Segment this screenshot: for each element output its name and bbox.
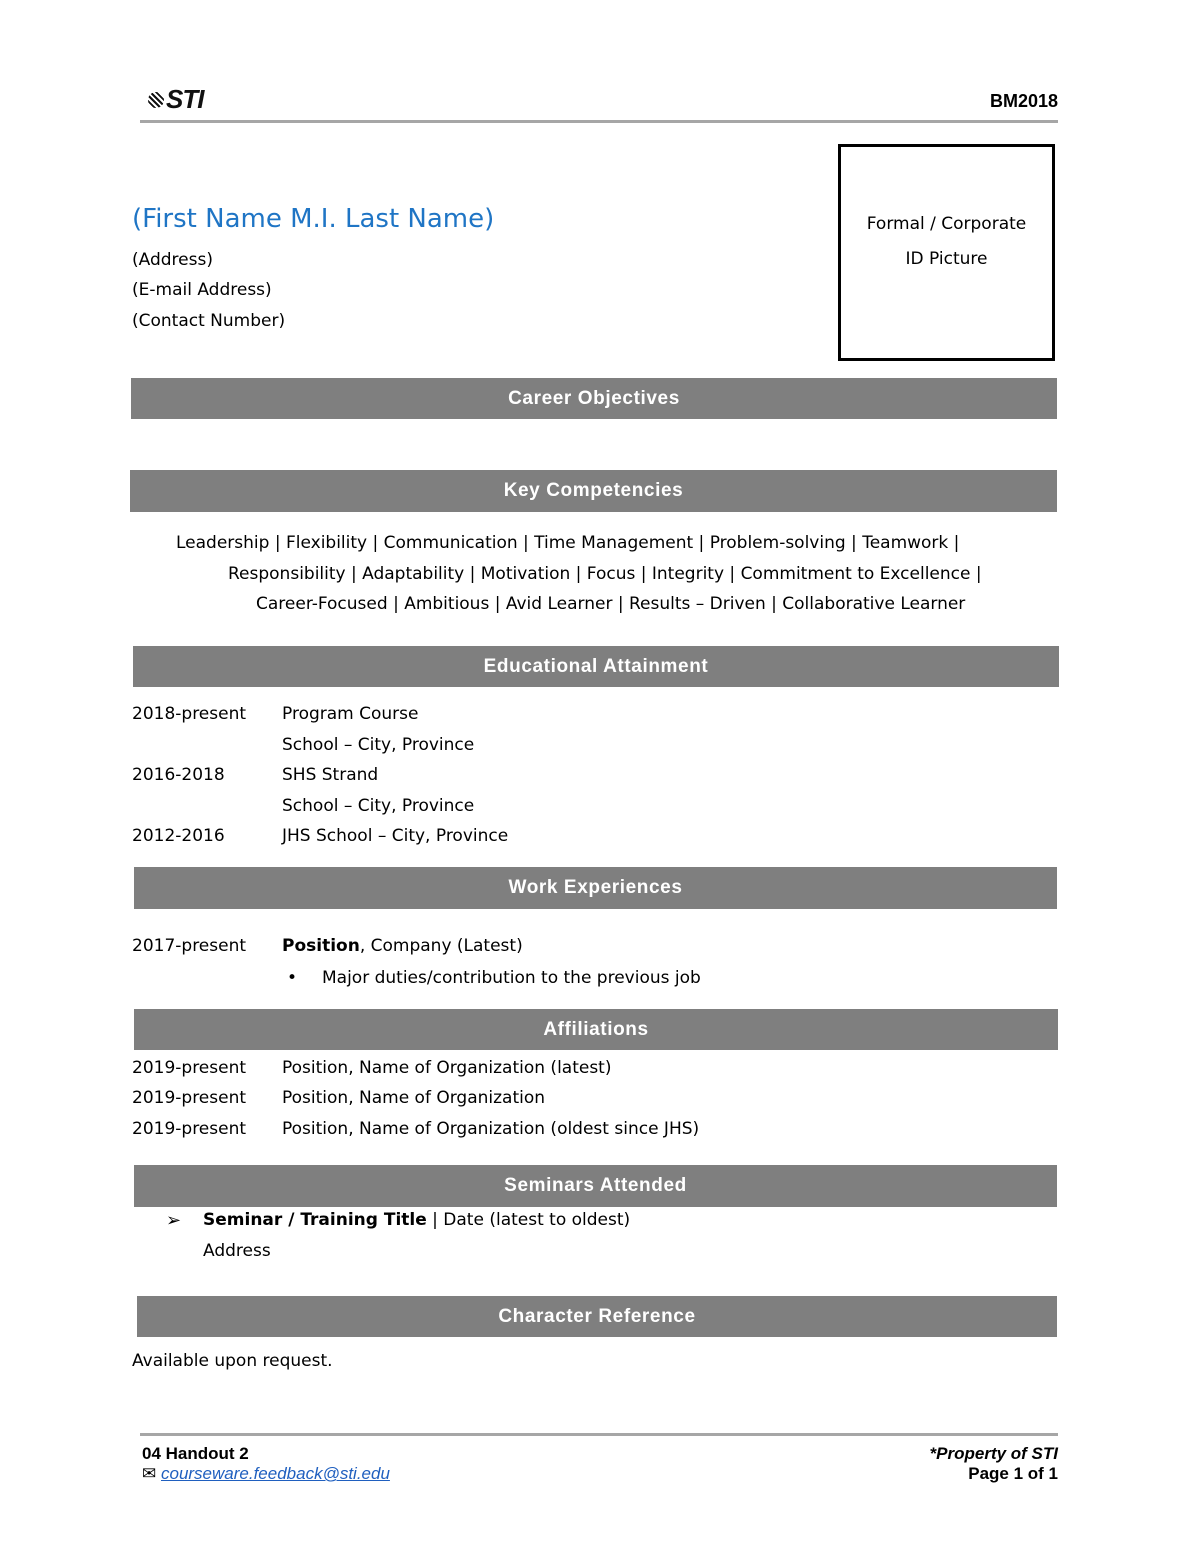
education-year: 2016-2018 [132,765,225,785]
competencies-line-3: Career-Focused | Ambitious | Avid Learner | Results – Driven | Collaborative Learner [256,594,966,614]
footer-right [930,1444,1058,1484]
affiliation-text: Position, Name of Organization [282,1088,546,1108]
education-school: School – City, Province [282,735,475,755]
education-program: Program Course [282,704,419,724]
page-number: Page 1 of 1 [968,1464,1058,1483]
affiliation-text: Position, Name of Organization (oldest since JHS) [282,1119,700,1139]
education-year: 2012-2016 [132,826,225,846]
work-year: 2017-present [132,936,247,956]
section-educational-attainment: Educational Attainment [133,646,1059,687]
reference-text: Available upon request. [132,1351,333,1371]
competencies-line-1: Leadership | Flexibility | Communication | Time Management | Problem-solving | Teamwork | [176,533,960,553]
section-character-reference: Character Reference [137,1296,1057,1337]
seminar-title: Seminar / Training Title [203,1210,427,1230]
sti-logo [148,84,203,115]
competencies-line-2: Responsibility | Adaptability | Motivation | Focus | Integrity | Commitment to Excellence | [228,564,982,584]
address-text: (Address) [132,250,213,270]
feedback-email-link[interactable]: courseware.feedback@sti.edu [160,1464,390,1483]
photo-label-1: Formal / Corporate [866,214,1027,234]
bullet-icon: • [287,968,298,988]
contact-number-text: (Contact Number) [132,311,286,331]
affiliation-text: Position, Name of Organization (latest) [282,1058,612,1078]
affiliation-year: 2019-present [132,1058,247,1078]
header-rule [140,120,1058,123]
property-label: *Property of STI [929,1444,1058,1463]
email-text: (E-mail Address) [132,280,272,300]
handout-label: 04 Handout 2 [142,1444,249,1463]
section-career-objectives: Career Objectives [131,378,1057,419]
work-duty: Major duties/contribution to the previous job [322,968,701,988]
affiliation-year: 2019-present [132,1088,247,1108]
arrow-bullet-icon: ➢ [166,1210,182,1231]
logo-text: STI [166,84,204,114]
doc-code: BM2018 [989,91,1058,111]
mail-icon: ✉ [142,1464,157,1483]
work-position-title: Position [282,936,360,956]
section-seminars-attended: Seminars Attended [134,1165,1057,1207]
education-program: JHS School – City, Province [282,826,509,846]
globe-icon [148,92,164,108]
photo-label-2: ID Picture [905,249,988,269]
education-year: 2018-present [132,704,247,724]
footer-rule [140,1433,1058,1436]
education-school: School – City, Province [282,796,475,816]
seminar-entry [203,1210,630,1230]
section-affiliations: Affiliations [134,1009,1058,1050]
section-work-experiences: Work Experiences [134,867,1057,909]
footer-left [142,1444,390,1484]
seminar-date: | Date (latest to oldest) [426,1210,631,1230]
id-picture-box [838,144,1055,361]
section-key-competencies: Key Competencies [130,470,1057,512]
work-company: , Company (Latest) [359,936,523,956]
affiliation-year: 2019-present [132,1119,247,1139]
work-position [282,936,523,956]
education-program: SHS Strand [282,765,379,785]
seminar-address: Address [203,1241,271,1261]
applicant-name: (First Name M.I. Last Name) [132,204,495,234]
